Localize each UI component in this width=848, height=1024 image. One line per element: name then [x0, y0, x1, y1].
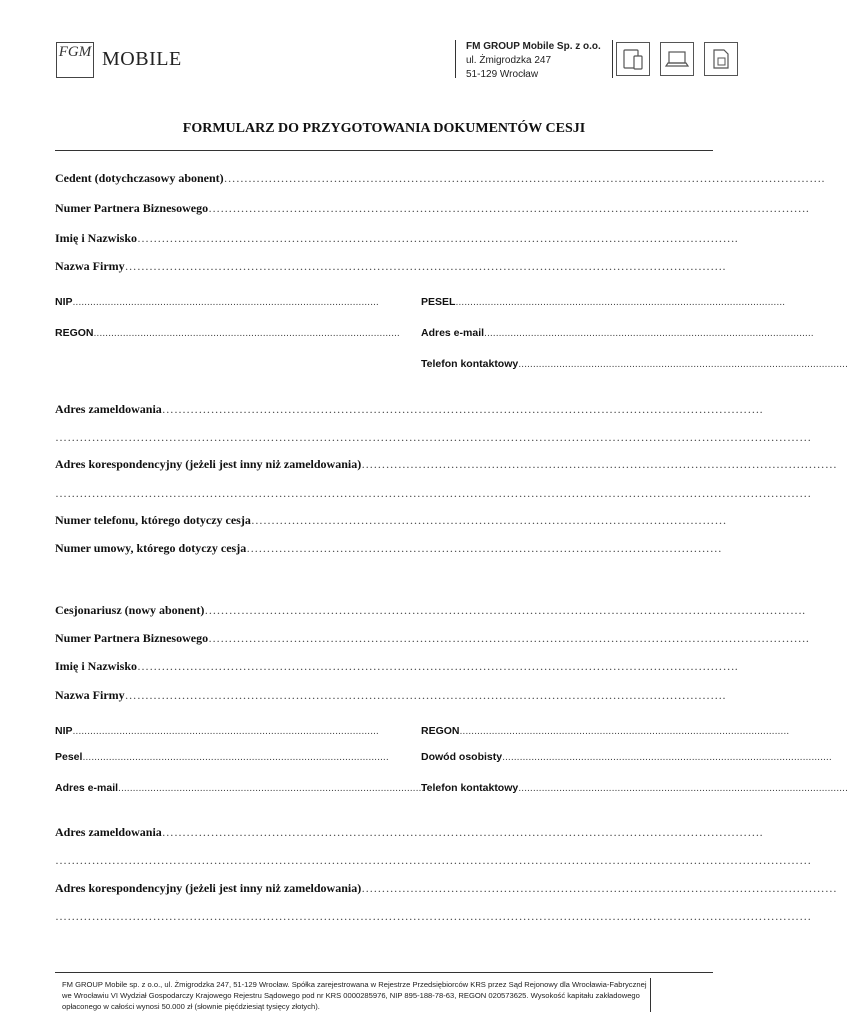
footer-divider	[650, 978, 651, 1012]
cedent-email-field[interactable]: Adres e-mail.................................................................................................................	[421, 327, 814, 339]
cedent-name-label: Imię i Nazwisko	[55, 231, 137, 245]
cesjonariusz-company-label: Nazwa Firmy	[55, 688, 125, 702]
cedent-regon-label: REGON	[55, 327, 94, 339]
footer-rule	[55, 972, 713, 973]
cesjonariusz-partner-label: Numer Partnera Biznesowego	[55, 631, 209, 645]
cedent-regon-field[interactable]: REGON.........................................................................................................	[55, 327, 400, 339]
form-title: FORMULARZ DO PRZYGOTOWANIA DOKUMENTÓW CESJI	[182, 121, 586, 136]
cesjonariusz-id-label: Dowód osobisty	[421, 751, 503, 763]
cedent-contract-number-label: Numer umowy, którego dotyczy cesja	[55, 541, 247, 555]
cedent-nip-label: NIP	[55, 296, 73, 308]
cesjonariusz-email-label: Adres e-mail	[55, 782, 119, 794]
cesjonariusz-reg-address-line2[interactable]: ……………………………………………………………………………………………………………………………………………………………………	[55, 853, 812, 867]
cesjonariusz-nip-label: NIP	[55, 725, 73, 737]
cedent-phone-label: Telefon kontaktowy	[421, 358, 519, 370]
cesjonariusz-field[interactable]: Cesjonariusz (nowy abonent)………………………………………………………………………………………………………………………………….	[55, 603, 806, 617]
cesjonariusz-label: Cesjonariusz (nowy abonent)	[55, 603, 205, 617]
cesjonariusz-corr-address-line2[interactable]: ……………………………………………………………………………………………………………………………………………………………………	[55, 909, 812, 923]
cedent-corr-address-label: Adres korespondencyjny (jeżeli jest inny niż zameldowania)	[55, 457, 362, 471]
cedent-partner-field[interactable]: Numer Partnera Biznesowego………………………………………………………………………………………………………………………………….	[55, 201, 810, 215]
cedent-reg-address-line2[interactable]: ……………………………………………………………………………………………………………………………………………………………………	[55, 430, 812, 444]
cesjonariusz-name-label: Imię i Nazwisko	[55, 659, 137, 673]
cesjonariusz-regon-field[interactable]: REGON.................................................................................................................	[421, 725, 790, 737]
cedent-contract-number-field[interactable]: Numer umowy, którego dotyczy cesja………………………………………………………………………………………………………	[55, 541, 723, 555]
company-name: FM GROUP Mobile Sp. z o.o.	[466, 41, 601, 52]
footer-legal-text: FM GROUP Mobile sp. z o.o., ul. Żmigrodzka 247, 51-129 Wrocław. Spółka zarejestrowana w Rejestrze Przedsiębiorców KRS przez Sąd Rejonowy dla Wrocławia-Fabrycznej we Wrocławiu VI Wydział Gospodarczy Krajowego Rejestru Sądowego pod nr KRS 0000285976, NIP 895-188-78-63, REGON 020573625. Wysokość kapitału zakładowego opłaconego w całości wynosi 50.000 zł (słownie pięćdziesiąt tysięcy złotych).	[62, 980, 647, 1011]
cesjonariusz-partner-field[interactable]: Numer Partnera Biznesowego………………………………………………………………………………………………………………………………….	[55, 631, 810, 645]
cedent-label: Cedent (dotychczasowy abonent)	[55, 171, 224, 185]
company-city: 51-129 Wrocław	[466, 69, 539, 80]
cedent-corr-address-line2[interactable]: ……………………………………………………………………………………………………………………………………………………………………	[55, 486, 812, 500]
cedent-pesel-label: PESEL	[421, 296, 456, 308]
laptop-icon	[660, 42, 694, 76]
cesjonariusz-corr-address-label: Adres korespondencyjny (jeżeli jest inny niż zameldowania)	[55, 881, 362, 895]
logo-monogram-text: FGM	[58, 44, 92, 60]
cesjonariusz-id-field[interactable]: Dowód osobisty.................................................................................................................	[421, 751, 832, 763]
cedent-name-field[interactable]: Imię i Nazwisko………………………………………………………………………………………………………………………………….	[55, 231, 738, 245]
header-divider	[455, 40, 456, 78]
cesjonariusz-reg-address-label: Adres zameldowania	[55, 825, 162, 839]
cedent-phone-field[interactable]: Telefon kontaktowy.................................................................................................................	[421, 358, 848, 370]
cedent-phone-number-field[interactable]: Numer telefonu, którego dotyczy cesja………………………………………………………………………………………………………	[55, 513, 727, 527]
company-address-block	[466, 40, 601, 82]
cedent-corr-address-field[interactable]: Adres korespondencyjny (jeżeli jest inny niż zameldowania)………………………………………………………………………………………………………	[55, 457, 838, 471]
cesjonariusz-phone-label: Telefon kontaktowy	[421, 782, 519, 794]
logo-wordmark: MOBILE	[102, 48, 182, 70]
fm-logo-monogram	[56, 42, 94, 78]
cesjonariusz-name-field[interactable]: Imię i Nazwisko………………………………………………………………………………………………………………………………….	[55, 659, 738, 673]
cesjonariusz-phone-field[interactable]: Telefon kontaktowy.................................................................................................................	[421, 782, 848, 794]
company-street: ul. Żmigrodzka 247	[466, 55, 552, 66]
cesjonariusz-regon-label: REGON	[421, 725, 460, 737]
cedent-phone-number-label: Numer telefonu, którego dotyczy cesja	[55, 513, 251, 527]
cesjonariusz-email-field[interactable]: Adres e-mail.........................................................................................................	[55, 782, 425, 794]
cedent-field[interactable]: Cedent (dotychczasowy abonent)………………………………………………………………………………………………………………………………….	[55, 171, 825, 185]
cesjonariusz-pesel-label: Pesel	[55, 751, 83, 763]
cedent-email-label: Adres e-mail	[421, 327, 485, 339]
cesjonariusz-corr-address-field[interactable]: Adres korespondencyjny (jeżeli jest inny niż zameldowania)………………………………………………………………………………………………………	[55, 881, 838, 895]
sim-card-icon	[704, 42, 738, 76]
cedent-reg-address-field[interactable]: Adres zameldowania………………………………………………………………………………………………………………………………….	[55, 402, 763, 416]
cedent-pesel-field[interactable]: PESEL.................................................................................................................	[421, 296, 786, 308]
cesjonariusz-company-field[interactable]: Nazwa Firmy………………………………………………………………………………………………………………………………….	[55, 688, 726, 702]
cedent-reg-address-label: Adres zameldowania	[55, 402, 162, 416]
cedent-partner-label: Numer Partnera Biznesowego	[55, 201, 209, 215]
cedent-nip-field[interactable]: NIP.........................................................................................................	[55, 296, 379, 308]
cesjonariusz-pesel-field[interactable]: Pesel.........................................................................................................	[55, 751, 389, 763]
title-rule	[55, 150, 713, 151]
cesjonariusz-nip-field[interactable]: NIP.........................................................................................................	[55, 725, 379, 737]
phone-tablet-icon	[616, 42, 650, 76]
cedent-company-field[interactable]: Nazwa Firmy………………………………………………………………………………………………………………………………….	[55, 259, 726, 273]
header-divider-2	[612, 40, 613, 78]
cedent-company-label: Nazwa Firmy	[55, 259, 125, 273]
cesjonariusz-reg-address-field[interactable]: Adres zameldowania………………………………………………………………………………………………………………………………….	[55, 825, 763, 839]
